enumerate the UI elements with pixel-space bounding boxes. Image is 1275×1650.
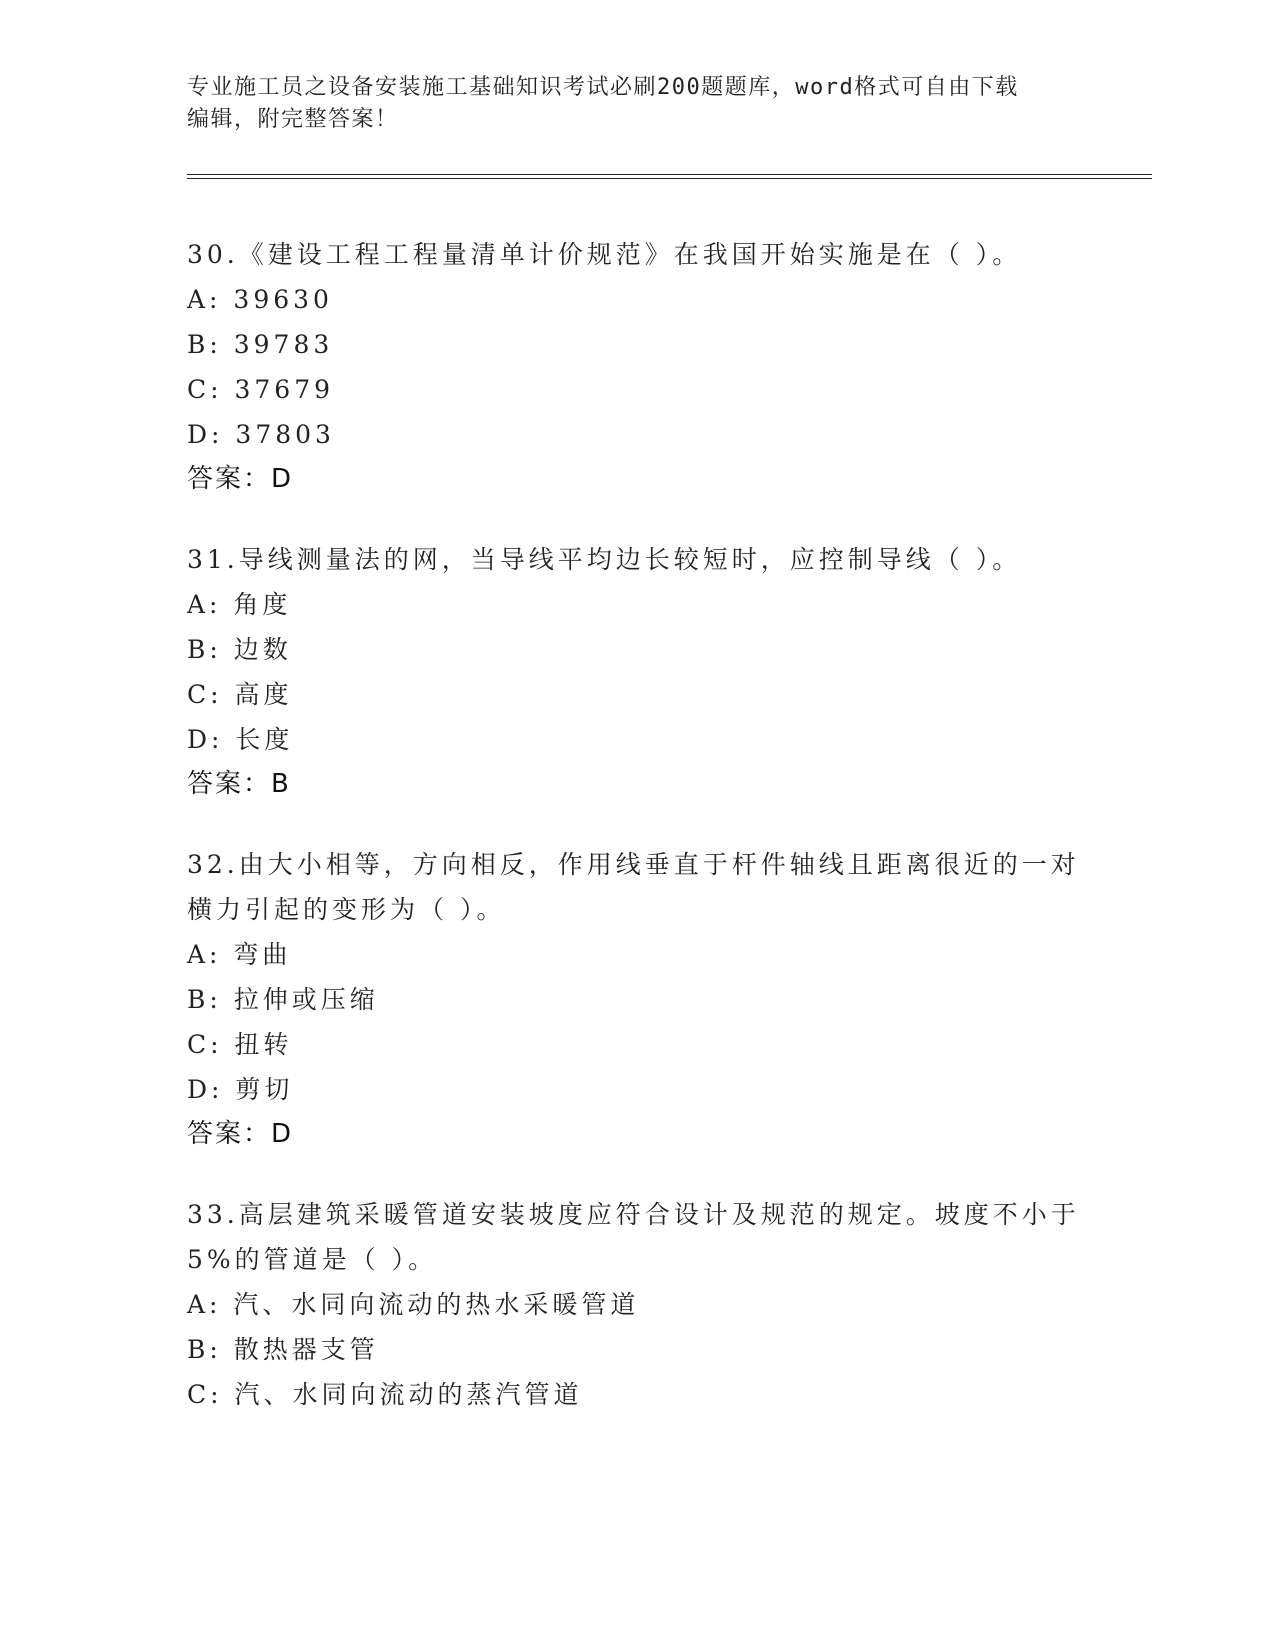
question-32: [187, 842, 1087, 1156]
question-30: [187, 232, 1087, 501]
question-stem-line-1: 32.由大小相等，方向相反，作用线垂直于杆件轴线且距离很近的一对: [187, 850, 1080, 879]
option-b: B: 拉伸或压缩: [187, 985, 379, 1014]
question-stem: 30.《建设工程工程量清单计价规范》在我国开始实施是在（ ）。: [187, 240, 1022, 269]
header-divider-bottom: [187, 178, 1152, 179]
option-b: B: 39783: [187, 330, 334, 359]
question-stem-line-2: 5%的管道是（ ）。: [187, 1245, 438, 1274]
question-list: [187, 232, 1087, 1453]
option-c: C: 37679: [187, 375, 335, 404]
option-a: A: 汽、水同向流动的热水采暖管道: [187, 1290, 640, 1319]
header-line-1: 专业施工员之设备安装施工基础知识考试必刷200题题库，word格式可自由下载: [187, 75, 1019, 100]
option-a: A: 弯曲: [187, 940, 292, 969]
header-divider-top: [187, 174, 1152, 175]
option-c: C: 高度: [187, 680, 293, 709]
document-header: [187, 72, 1067, 136]
option-d: D: 长度: [187, 725, 294, 754]
option-a: A: 角度: [187, 590, 292, 619]
option-c: C: 汽、水同向流动的蒸汽管道: [187, 1380, 583, 1409]
option-d: D: 剪切: [187, 1075, 294, 1104]
question-33: [187, 1192, 1087, 1417]
question-stem-line-2: 横力引起的变形为（ ）。: [187, 895, 506, 924]
question-stem-line-1: 33.高层建筑采暖管道安装坡度应符合设计及规范的规定。坡度不小于: [187, 1200, 1080, 1229]
answer: 答案：D: [187, 1119, 294, 1149]
header-line-2: 编辑，附完整答案！: [187, 107, 399, 132]
option-d: D: 37803: [187, 420, 335, 449]
answer: 答案：D: [187, 464, 294, 494]
question-stem: 31.导线测量法的网，当导线平均边长较短时，应控制导线（ ）。: [187, 545, 1022, 574]
answer: 答案：B: [187, 769, 291, 799]
option-a: A: 39630: [187, 285, 333, 314]
option-b: B: 边数: [187, 635, 292, 664]
option-b: B: 散热器支管: [187, 1335, 379, 1364]
option-c: C: 扭转: [187, 1030, 293, 1059]
question-31: [187, 537, 1087, 806]
